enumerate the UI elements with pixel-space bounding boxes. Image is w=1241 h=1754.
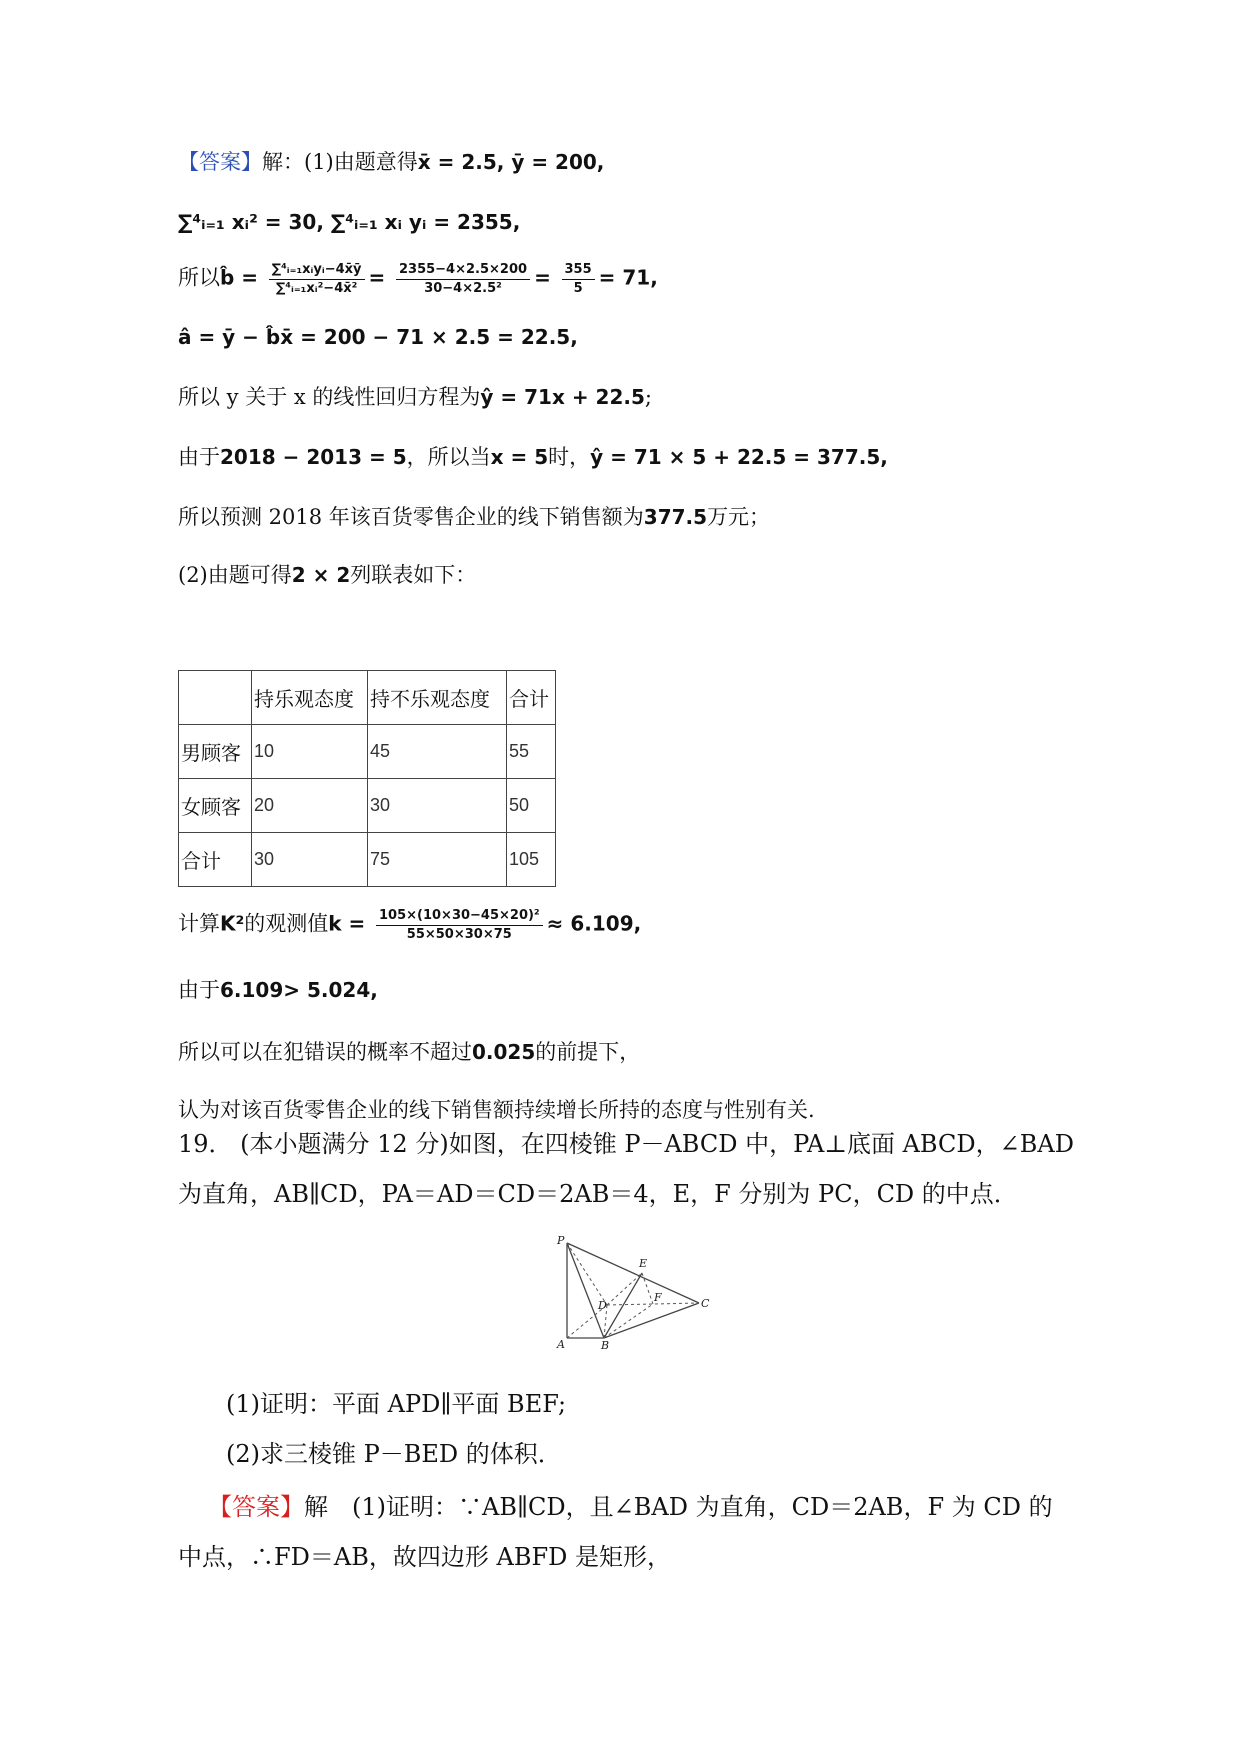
math: ∑⁴ᵢ₌₁ xᵢ² = 30, ∑⁴ᵢ₌₁ xᵢ yᵢ = 2355, — [178, 210, 521, 234]
answer-line-1 — [178, 150, 604, 175]
text: ，所以当 — [406, 445, 491, 469]
fraction-k — [376, 908, 543, 942]
question-19-sub-2 — [226, 1440, 562, 1469]
math: k = — [328, 911, 366, 936]
table-cell: 持不乐观态度 — [368, 671, 507, 725]
edge-be — [604, 1273, 642, 1338]
table-cell: 30 — [252, 833, 368, 887]
answer-line-5 — [178, 385, 652, 410]
denominator: 55×50×30×75 — [406, 926, 512, 942]
answer-tag: 【答案】 — [208, 1493, 304, 1521]
label-b: B — [601, 1339, 610, 1350]
contingency-table — [178, 670, 556, 887]
table-cell: 合计 — [179, 833, 252, 887]
table-cell: 50 — [507, 779, 556, 833]
question-19-line-2 — [178, 1180, 1018, 1209]
text: 由于 — [178, 978, 220, 1002]
table-cell: 合计 — [507, 671, 556, 725]
table-cell: 女顾客 — [179, 779, 252, 833]
text: 所以预测 2018 年该百货零售企业的线下销售额为 — [178, 505, 644, 529]
math: â = ȳ − b̂x̄ = 200 − 71 × 2.5 = 22.5, — [178, 325, 578, 349]
answer-line-8 — [178, 563, 476, 588]
math: 2018 − 2013 = 5 — [220, 445, 407, 469]
text: 认为对该百货零售企业的线下销售额持续增长所持的态度与性别有关. — [178, 1098, 815, 1122]
fraction-1 — [269, 262, 365, 296]
text: 万元； — [707, 505, 771, 529]
math: K² — [220, 911, 245, 936]
answer-line-2 — [178, 210, 520, 235]
text: ; — [644, 385, 652, 409]
table-row — [179, 779, 556, 833]
text: (2)求三棱锥 P－BED 的体积． — [226, 1440, 562, 1468]
math: 377.5 — [643, 505, 708, 529]
pyramid-figure — [555, 1235, 735, 1350]
text: 解：(1)由题意得 — [262, 150, 418, 174]
table-cell: 30 — [368, 779, 507, 833]
text: 列联表如下： — [350, 563, 477, 587]
numerator: 355 — [562, 262, 595, 280]
answer-line-4 — [178, 325, 578, 350]
question-19-line-1 — [178, 1130, 1074, 1159]
text: 计算 — [178, 911, 220, 936]
answer-line-11 — [178, 1040, 640, 1065]
text: 的前提下， — [535, 1040, 641, 1064]
denominator: 5 — [573, 280, 583, 296]
fraction-3 — [562, 262, 595, 296]
question-19-sub-1 — [226, 1390, 566, 1419]
label-d: D — [598, 1299, 607, 1312]
table-cell: 45 — [368, 725, 507, 779]
edge-bf — [604, 1304, 653, 1338]
table-cell: 105 — [507, 833, 556, 887]
equals: = — [534, 265, 551, 290]
math: 6.109> 5.024, — [220, 978, 378, 1002]
table-row — [179, 833, 556, 887]
denominator: 30−4×2.5² — [424, 280, 502, 296]
math: ŷ = 71 × 5 + 22.5 = 377.5, — [590, 445, 888, 469]
text: 所以可以在犯错误的概率不超过 — [178, 1040, 472, 1064]
table-cell: 75 — [368, 833, 507, 887]
table-cell: 55 — [507, 725, 556, 779]
table-cell: 20 — [252, 779, 368, 833]
answer-line-3 — [178, 262, 658, 296]
edge-bc — [604, 1303, 699, 1338]
edge-de — [607, 1273, 642, 1305]
numerator: 2355−4×2.5×200 — [396, 262, 530, 280]
math: 2 × 2 — [291, 563, 351, 587]
text: 解 (1)证明：∵AB∥CD，且∠BAD 为直角，CD＝2AB，F 为 CD 的 — [304, 1493, 1053, 1521]
math: x = 5 — [490, 445, 549, 469]
text: (2)由题可得 — [178, 563, 292, 587]
b-hat: b̂ = — [220, 265, 259, 290]
fraction-2 — [396, 262, 530, 296]
text: 中点，∴FD＝AB，故四边形 ABFD 是矩形， — [178, 1543, 671, 1571]
answer-tag: 【答案】 — [178, 150, 262, 174]
text: 时， — [548, 445, 591, 469]
numerator: 105×(10×30−45×20)² — [376, 908, 543, 926]
label-c: C — [701, 1297, 710, 1310]
result: = 71, — [598, 265, 658, 290]
answer-19-line-1 — [208, 1493, 1053, 1522]
answer-line-10 — [178, 978, 378, 1003]
denominator: ∑⁴ᵢ₌₁xᵢ²−4x̄² — [275, 280, 358, 296]
label-p: P — [557, 1235, 565, 1247]
table-row — [179, 725, 556, 779]
answer-line-9 — [178, 908, 641, 942]
equals: = — [368, 265, 386, 290]
text: 由于 — [178, 445, 220, 469]
label-e: E — [639, 1257, 648, 1270]
answer-line-7 — [178, 505, 770, 530]
math: 0.025 — [472, 1040, 536, 1064]
result: ≈ 6.109, — [546, 911, 642, 936]
math: ŷ = 71x + 22.5 — [480, 385, 645, 409]
table-cell: 持乐观态度 — [252, 671, 368, 725]
text: 为直角，AB∥CD，PA＝AD＝CD＝2AB＝4，E，F 分别为 PC，CD 的中点． — [178, 1180, 1018, 1208]
text: 所以 — [178, 265, 220, 290]
text: 19． (本小题满分 12 分)如图，在四棱锥 P－ABCD 中，PA⊥底面 ABCD，∠BAD — [178, 1130, 1074, 1158]
text: (1)证明：平面 APD∥平面 BEF; — [226, 1390, 567, 1418]
text: 的观测值 — [244, 911, 329, 936]
answer-line-6 — [178, 445, 888, 470]
answer-19-line-2 — [178, 1543, 671, 1572]
table-cell: 男顾客 — [179, 725, 252, 779]
answer-line-12 — [178, 1098, 815, 1123]
table-header-row — [179, 671, 556, 725]
text: 所以 y 关于 x 的线性回归方程为 — [178, 385, 481, 409]
table-cell: 10 — [252, 725, 368, 779]
label-f: F — [654, 1291, 662, 1304]
numerator: ∑⁴ᵢ₌₁xᵢyᵢ−4x̄ȳ — [269, 262, 365, 280]
table-cell — [179, 671, 252, 725]
label-a: A — [557, 1338, 565, 1350]
math: x̄ = 2.5, ȳ = 200, — [417, 150, 605, 174]
